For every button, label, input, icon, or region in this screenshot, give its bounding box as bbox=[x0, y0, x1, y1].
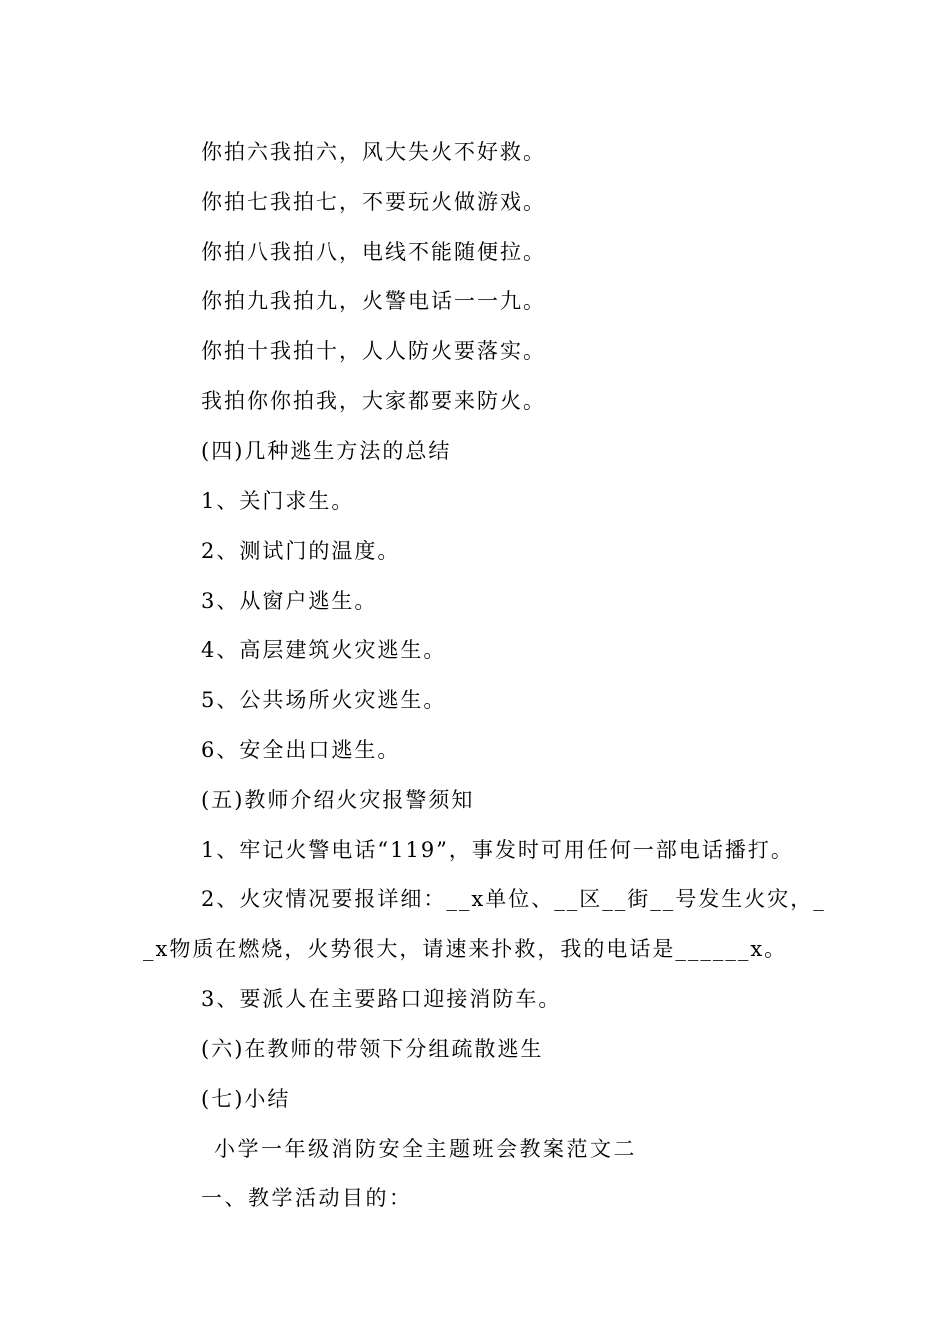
escape-method-6: 6、安全出口逃生。 bbox=[201, 738, 401, 762]
escape-method-5: 5、公共场所火灾逃生。 bbox=[201, 688, 447, 712]
section-heading-6: (六)在教师的带领下分组疏散逃生 bbox=[201, 1037, 544, 1061]
escape-method-4: 4、高层建筑火灾逃生。 bbox=[201, 638, 447, 662]
rhyme-line-9: 你拍九我拍九，火警电话一一九。 bbox=[201, 289, 546, 313]
alarm-note-2-continued: _x物质在燃烧，火势很大，请速来扑救，我的电话是______x。 bbox=[143, 937, 788, 961]
lesson-plan-title: 小学一年级消防安全主题班会教案范文二 bbox=[214, 1137, 637, 1161]
escape-method-1: 1、关门求生。 bbox=[201, 489, 355, 513]
rhyme-line-6: 你拍六我拍六，风大失火不好救。 bbox=[201, 140, 546, 164]
section-heading-5: (五)教师介绍火灾报警须知 bbox=[201, 788, 475, 812]
alarm-note-2: 2、火灾情况要报详细：__x单位、__区__街__号发生火灾，_ bbox=[201, 887, 826, 911]
rhyme-line-7: 你拍七我拍七，不要玩火做游戏。 bbox=[201, 190, 546, 214]
alarm-note-1: 1、牢记火警电话“119”，事发时可用任何一部电话播打。 bbox=[201, 838, 794, 862]
escape-method-3: 3、从窗户逃生。 bbox=[201, 589, 378, 613]
escape-method-2: 2、测试门的温度。 bbox=[201, 539, 401, 563]
section-heading-7: (七)小结 bbox=[201, 1087, 291, 1111]
rhyme-line-closing: 我拍你你拍我，大家都要来防火。 bbox=[201, 389, 546, 413]
rhyme-line-8: 你拍八我拍八，电线不能随便拉。 bbox=[201, 240, 546, 264]
rhyme-line-10: 你拍十我拍十，人人防火要落实。 bbox=[201, 339, 546, 363]
teaching-goal-heading: 一、教学活动目的： bbox=[201, 1186, 413, 1210]
alarm-note-3: 3、要派人在主要路口迎接消防车。 bbox=[201, 987, 562, 1011]
section-heading-4: (四)几种逃生方法的总结 bbox=[201, 439, 452, 463]
